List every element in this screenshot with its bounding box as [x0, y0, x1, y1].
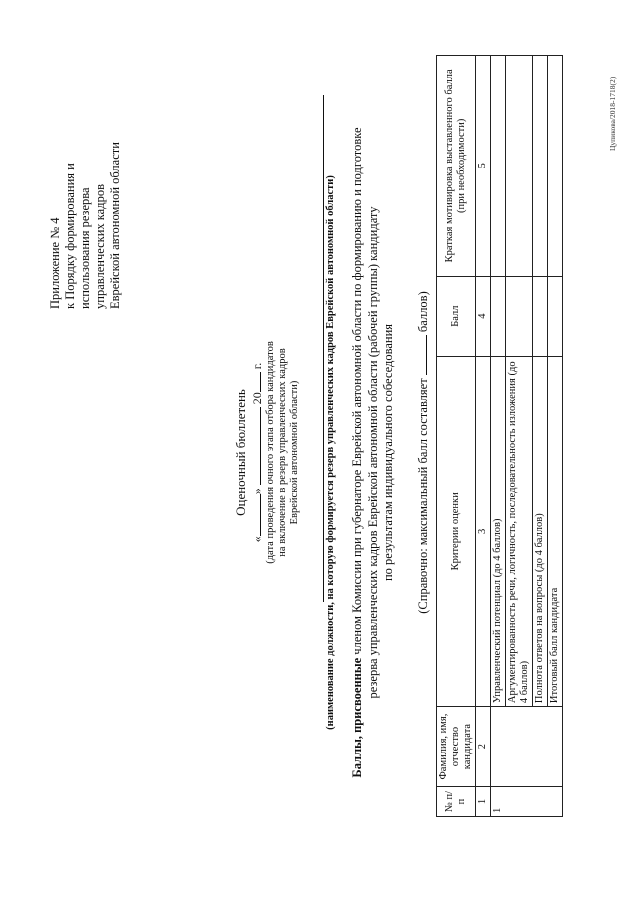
date-note-line: (дата проведения очного этапа отбора кандидатов	[265, 341, 276, 564]
motivation-cell[interactable]	[506, 56, 533, 277]
position-blank-line	[323, 95, 324, 602]
date-note-line: на включение в резерв управленческих кадров	[277, 348, 288, 557]
header-cell: № п/п	[437, 787, 476, 817]
reference-suffix: баллов)	[416, 291, 430, 333]
criterion-cell: Управленческий потенциал (до 4 баллов)	[491, 356, 506, 706]
evaluation-table	[436, 55, 563, 817]
appendix-line: управленческих кадров	[93, 184, 107, 309]
header-cell: Балл	[437, 276, 476, 356]
reference-prefix: (Справочно: максимальный балл составляет	[416, 378, 430, 614]
table-number-row	[476, 56, 491, 817]
score-cell[interactable]	[548, 276, 563, 356]
date-note-line: Еврейской автономной области)	[289, 380, 300, 525]
header-cell: Краткая мотивировка выставленного балла (при необходимости)	[437, 56, 476, 277]
reference-line	[416, 0, 431, 905]
column-number: 4	[476, 276, 491, 356]
scores-line-2: резерва управленческих кадров Еврейской автономной области (рабочей группы) кандидату	[365, 206, 380, 699]
appendix-line: использования резерва	[78, 187, 92, 309]
motivation-cell[interactable]	[491, 56, 506, 277]
header-cell: Критерии оценки	[437, 356, 476, 706]
date-suffix: г.	[250, 362, 264, 370]
position-note	[325, 0, 336, 905]
scores-line-1	[350, 0, 366, 905]
header-cell: Фамилия, имя, отчество кандидата	[437, 707, 476, 787]
position-note-text-2: Еврейской автономной области)	[325, 175, 336, 329]
motivation-cell[interactable]	[533, 56, 548, 277]
position-note-text: (наименование должности, на которую формируется резерв управленческих кадров	[325, 331, 336, 730]
table-header-row	[437, 56, 476, 817]
table-row	[533, 56, 548, 817]
table-row	[491, 56, 506, 817]
max-score-blank	[426, 335, 427, 375]
appendix-block	[48, 142, 123, 309]
appendix-line: Еврейской автономной области	[108, 142, 122, 309]
date-line	[250, 0, 265, 905]
date-year: 20	[250, 392, 264, 405]
column-number: 2	[476, 707, 491, 787]
scores-line-3: по результатам индивидуального собеседования	[381, 323, 395, 582]
motivation-cell[interactable]	[548, 56, 563, 277]
date-close-quote: »	[250, 488, 264, 495]
year-blank	[260, 372, 261, 392]
criterion-cell: Полнота ответов на вопросы (до 4 баллов)	[533, 356, 548, 706]
footer-reference: Цупикова/2018-1718(2)	[608, 76, 617, 151]
appendix-line: Приложение № 4	[48, 217, 62, 309]
column-number: 5	[476, 56, 491, 277]
form-title: Оценочный бюллетень	[233, 389, 248, 516]
score-cell[interactable]	[491, 276, 506, 356]
date-open-quote: «	[250, 536, 264, 543]
score-cell[interactable]	[506, 276, 533, 356]
day-blank	[260, 494, 261, 536]
score-cell[interactable]	[533, 276, 548, 356]
appendix-line: к Порядку формирования и	[63, 163, 77, 309]
column-number: 1	[476, 787, 491, 817]
scores-bold: Баллы, присвоенные	[350, 657, 364, 778]
table-row	[506, 56, 533, 817]
scores-paragraph	[350, 0, 397, 905]
criterion-cell: Аргументированность речи, логичность, последовательность изложения (до 4 баллов)	[506, 356, 533, 706]
table-row	[548, 56, 563, 817]
date-note	[265, 0, 301, 905]
scores-text-1: членом Комиссии при губернаторе Еврейской автономной области по формированию и подготовке	[350, 127, 364, 658]
row-number: 1	[491, 787, 563, 817]
column-number: 3	[476, 356, 491, 706]
month-blank	[260, 407, 261, 485]
candidate-name-cell[interactable]	[491, 707, 563, 787]
criterion-cell: Итоговый балл кандидата	[548, 356, 563, 706]
